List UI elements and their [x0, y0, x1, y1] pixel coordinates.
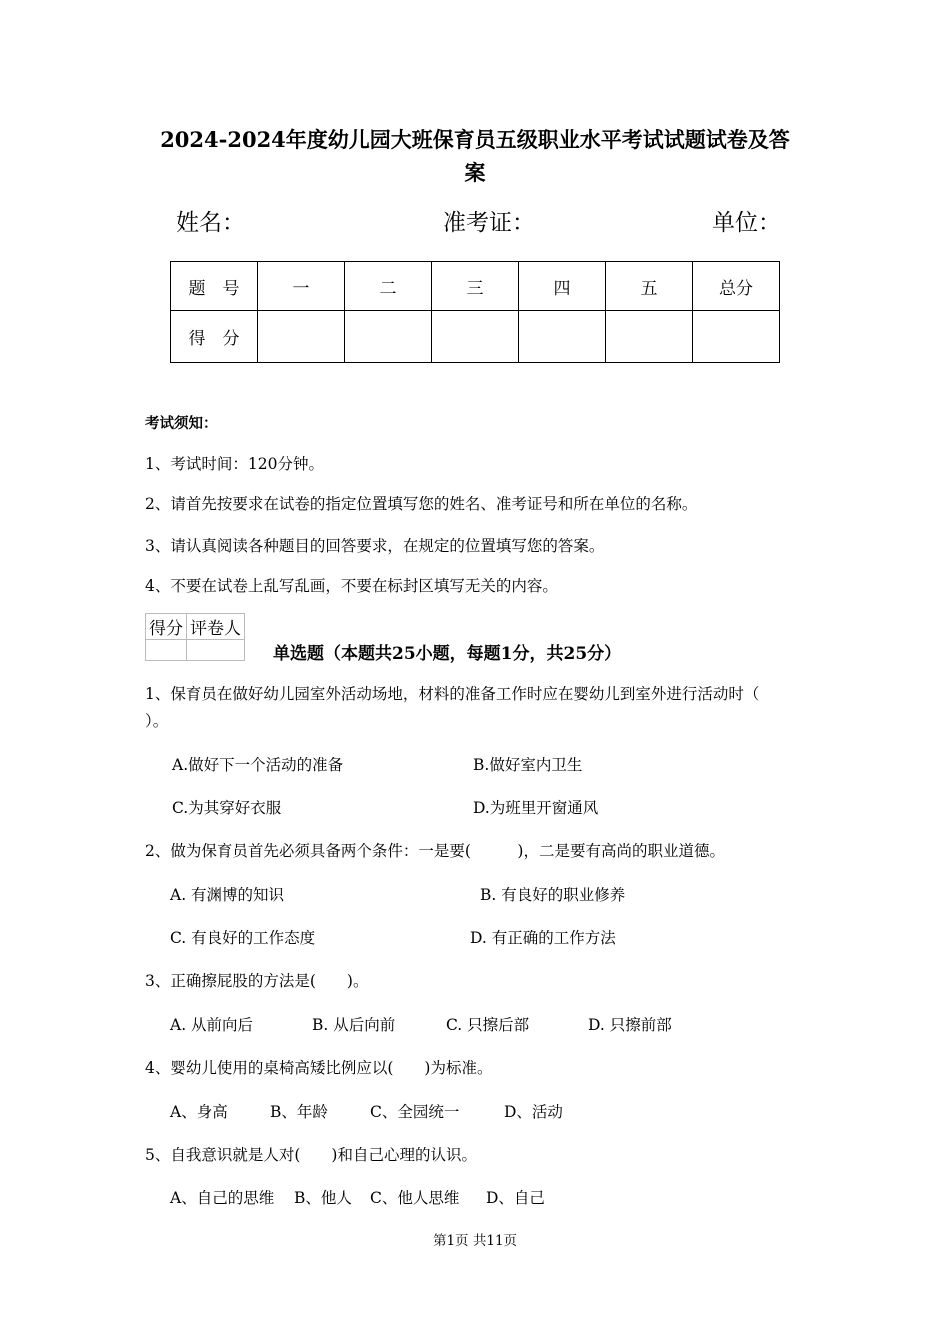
name-field-label: 姓名：: [176, 210, 245, 236]
score-table-header-cell: 五: [606, 262, 693, 311]
question-stem-continued: ）。: [145, 712, 169, 730]
unit-field-label: 单位：: [712, 210, 781, 236]
notice-item: 1、考试时间：120分钟。: [145, 455, 324, 473]
question-option[interactable]: D. 只擦前部: [588, 1016, 672, 1034]
question-option[interactable]: B. 有良好的职业修养: [480, 886, 626, 904]
grader-score-cell[interactable]: [146, 640, 187, 661]
question-option[interactable]: A. 从前向后: [170, 1016, 254, 1034]
grader-table: [145, 613, 245, 661]
score-table-score-row: [171, 311, 780, 363]
question-option[interactable]: B、他人: [294, 1189, 352, 1207]
page-footer: 第1页 共11页: [432, 1233, 518, 1249]
question-option[interactable]: D. 有正确的工作方法: [470, 929, 616, 947]
grader-table-score-label: 得分: [146, 614, 187, 640]
notice-item: 2、请首先按要求在试卷的指定位置填写您的姓名、准考证号和所在单位的名称。: [145, 495, 698, 513]
question-option[interactable]: B. 从后向前: [312, 1016, 396, 1034]
score-table-header-cell: 四: [519, 262, 606, 311]
score-cell[interactable]: [693, 311, 780, 363]
question-stem: 4、婴幼儿使用的桌椅高矮比例应以( )为标准。: [145, 1059, 493, 1077]
question-option[interactable]: C.为其穿好衣服: [172, 799, 282, 817]
question-option[interactable]: A、身高: [170, 1103, 228, 1121]
score-cell[interactable]: [606, 311, 693, 363]
score-table-header-row: [171, 262, 780, 311]
score-cell[interactable]: [258, 311, 345, 363]
score-table: [170, 261, 780, 363]
question-option[interactable]: D、自己: [486, 1189, 545, 1207]
grader-table-grader-label: 评卷人: [187, 614, 245, 640]
section-heading: 单选题（本题共25小题，每题1分，共25分）: [273, 644, 622, 664]
question-option[interactable]: C、全园统一: [370, 1103, 460, 1121]
question-option[interactable]: C. 只擦后部: [446, 1016, 530, 1034]
notice-item: 4、不要在试卷上乱写乱画，不要在标封区填写无关的内容。: [145, 577, 558, 595]
question-stem: 5、自我意识就是人对( )和自己心理的认识。: [145, 1146, 477, 1164]
document-title-line1: 2024-2024年度幼儿园大班保育员五级职业水平考试试题试卷及答: [160, 127, 790, 152]
exam-id-field-label: 准考证：: [443, 210, 535, 236]
score-cell[interactable]: [519, 311, 606, 363]
question-option[interactable]: C、他人思维: [370, 1189, 460, 1207]
document-title-line2: 案: [464, 160, 486, 185]
question-option[interactable]: D、活动: [504, 1103, 563, 1121]
grader-name-cell[interactable]: [187, 640, 245, 661]
question-stem: 3、正确擦屁股的方法是( )。: [145, 972, 369, 990]
score-table-header-cell: 总分: [693, 262, 780, 311]
question-stem: 2、做为保育员首先必须具备两个条件：一是要( )，二是要有高尚的职业道德。: [145, 842, 725, 860]
score-table-row-label: 得 分: [171, 311, 258, 363]
score-table-header-cell: 题 号: [171, 262, 258, 311]
notice-item: 3、请认真阅读各种题目的回答要求，在规定的位置填写您的答案。: [145, 537, 605, 555]
question-option[interactable]: C. 有良好的工作态度: [170, 929, 316, 947]
question-option[interactable]: A.做好下一个活动的准备: [172, 756, 344, 774]
question-option[interactable]: D.为班里开窗通风: [473, 799, 599, 817]
score-cell[interactable]: [345, 311, 432, 363]
notice-heading: 考试须知：: [145, 415, 218, 432]
score-cell[interactable]: [432, 311, 519, 363]
score-table-header-cell: 一: [258, 262, 345, 311]
score-table-header-cell: 二: [345, 262, 432, 311]
question-stem: 1、保育员在做好幼儿园室外活动场地，材料的准备工作时应在婴幼儿到室外进行活动时（: [145, 685, 760, 703]
question-option[interactable]: A、自己的思维: [170, 1189, 275, 1207]
question-option[interactable]: A. 有渊博的知识: [170, 886, 285, 904]
question-option[interactable]: B、年龄: [270, 1103, 328, 1121]
question-option[interactable]: B.做好室内卫生: [473, 756, 583, 774]
score-table-header-cell: 三: [432, 262, 519, 311]
